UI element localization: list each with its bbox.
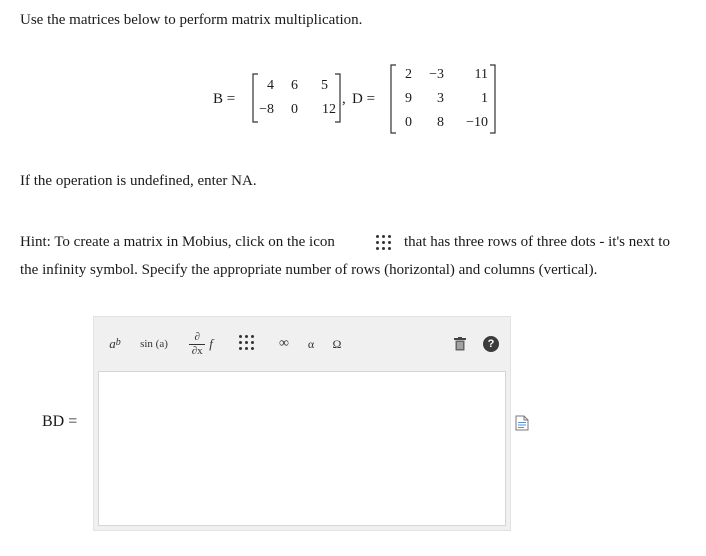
- matrix-separator: ,: [342, 91, 346, 107]
- math-editor: [93, 316, 511, 531]
- trash-icon[interactable]: [452, 331, 468, 357]
- help-icon[interactable]: ?: [483, 336, 499, 352]
- partial-numerator: ∂: [194, 330, 200, 343]
- partial-denominator: ∂x: [191, 344, 203, 357]
- matrix-b-cell: 6: [291, 78, 298, 93]
- hint-text-start: Hint: To create a matrix in Mobius, click on the icon: [20, 234, 335, 250]
- matrix-d-cell: 11: [474, 67, 488, 82]
- omega-button[interactable]: Ω: [332, 336, 342, 351]
- matrix-d-cell: 0: [405, 115, 412, 130]
- power-base: a: [109, 336, 116, 351]
- power-exponent: b: [115, 336, 121, 348]
- alpha-button[interactable]: α: [307, 336, 315, 351]
- function-f: f: [209, 336, 213, 351]
- matrix-grid-icon: [373, 232, 395, 254]
- matrix-b-cell: −8: [259, 102, 274, 117]
- hint-text-after-icon: that has three rows of three dots - it's next to: [404, 234, 670, 250]
- instructions-text: Use the matrices below to perform matrix multiplication.: [20, 12, 363, 28]
- matrix-grid-icon[interactable]: [236, 332, 258, 354]
- matrix-d-right-bracket: [488, 64, 498, 134]
- matrix-b-cell: 5: [321, 78, 328, 93]
- infinity-button[interactable]: ∞: [279, 336, 289, 351]
- undefined-note: If the operation is undefined, enter NA.: [20, 173, 257, 189]
- matrix-d-cell: −10: [466, 115, 488, 130]
- matrix-b-label: B =: [213, 91, 236, 107]
- matrix-d-cell: 1: [481, 91, 488, 106]
- answer-label: BD =: [42, 413, 78, 430]
- matrix-d-label: D =: [352, 91, 376, 107]
- hint-text-line2: the infinity symbol. Specify the appropriate number of rows (horizontal) and columns (vertical).: [20, 262, 598, 278]
- answer-input[interactable]: [98, 371, 506, 526]
- preview-document-icon[interactable]: [515, 415, 529, 431]
- partial-derivative-button[interactable]: [184, 327, 218, 361]
- matrix-d-cell: 3: [437, 91, 444, 106]
- matrix-d-cell: 8: [437, 115, 444, 130]
- matrix-d-cell: −3: [429, 67, 444, 82]
- matrix-d-cell: 2: [405, 67, 412, 82]
- power-button[interactable]: [104, 331, 126, 357]
- matrix-b-cell: 0: [291, 102, 298, 117]
- matrix-b-cell: 12: [322, 102, 336, 117]
- matrix-d-cell: 9: [405, 91, 412, 106]
- editor-toolbar: [94, 317, 510, 369]
- sin-button[interactable]: sin (a): [140, 338, 168, 350]
- matrix-b-cell: 4: [267, 78, 274, 93]
